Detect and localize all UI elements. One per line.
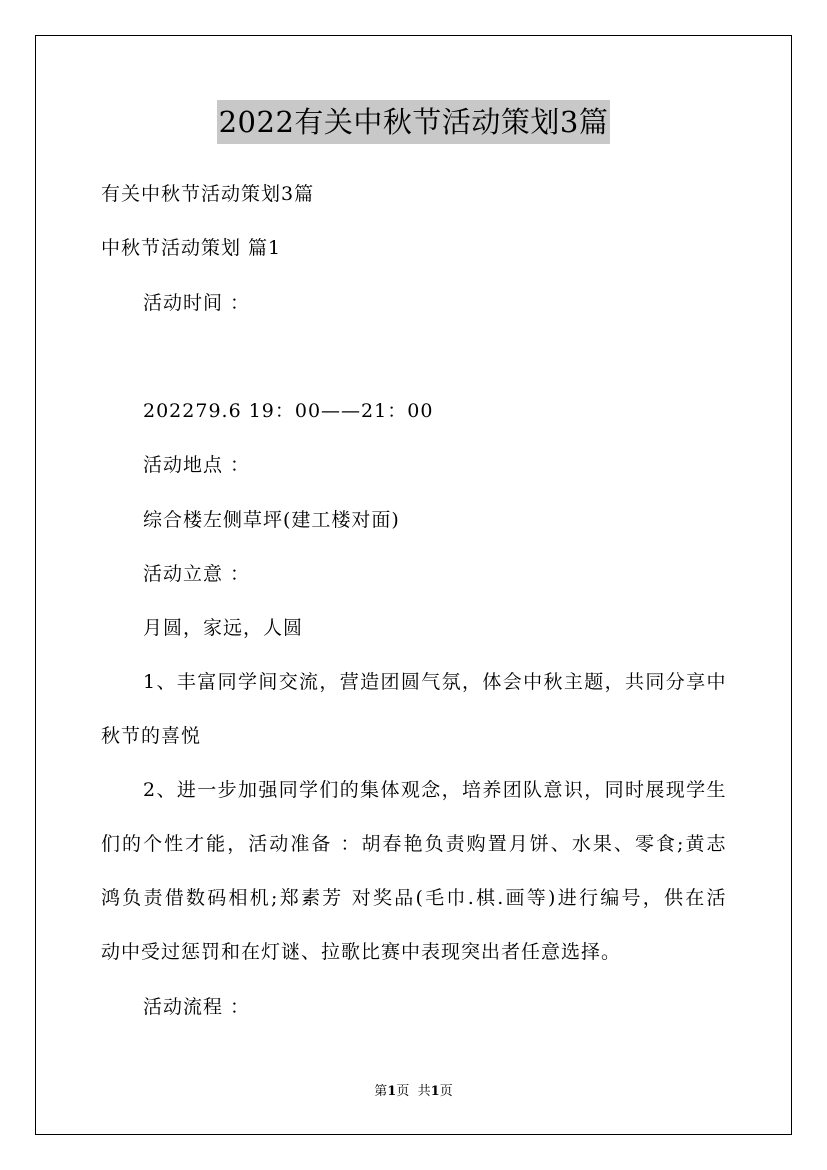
subtitle: 有关中秋节活动策划3篇 xyxy=(101,183,315,205)
paragraph-1-line-2: 秋节的喜悦 xyxy=(101,725,202,747)
footer-total-suffix: 页 xyxy=(439,1084,453,1099)
footer-total-prefix: 共 xyxy=(417,1084,431,1099)
location-value: 综合楼左侧草坪(建工楼对面) xyxy=(143,509,400,531)
footer-page-suffix: 页 xyxy=(396,1084,410,1099)
time-label: 活动时间 ： xyxy=(143,292,251,314)
footer-total-number: 1 xyxy=(430,1084,440,1099)
location-label: 活动地点 ： xyxy=(143,454,251,476)
footer-page-prefix: 第 xyxy=(374,1084,388,1099)
page-footer xyxy=(0,1083,827,1101)
paragraph-2-line-4: 动中受过惩罚和在灯谜、拉歌比赛中表现突出者任意选择。 xyxy=(101,941,622,963)
document-title: 2022有关中秋节活动策划3篇 xyxy=(217,100,611,144)
time-value: 202279.6 19：00——21：00 xyxy=(143,400,434,422)
paragraph-1-line-1: 1、丰富同学间交流，营造团圆气氛，体会中秋主题，共同分享中 xyxy=(143,671,726,693)
paragraph-2-line-2: 们的个性才能，活动准备 ：胡春艳负责购置月饼、水果、零食;黄志 xyxy=(101,833,726,855)
section-heading: 中秋节活动策划 篇1 xyxy=(101,237,282,259)
purpose-value: 月圆，家远，人圆 xyxy=(143,617,304,639)
paragraph-2-line-3: 鸿负责借数码相机;郑素芳 对奖品(毛巾.棋.画等)进行编号，供在活 xyxy=(101,887,726,909)
process-label: 活动流程 ： xyxy=(143,996,251,1018)
title-container xyxy=(0,100,827,144)
footer-page-number: 1 xyxy=(387,1084,397,1099)
purpose-label: 活动立意 ： xyxy=(143,563,251,585)
paragraph-2-line-1: 2、进一步加强同学们的集体观念，培养团队意识，同时展现学生 xyxy=(143,779,726,801)
